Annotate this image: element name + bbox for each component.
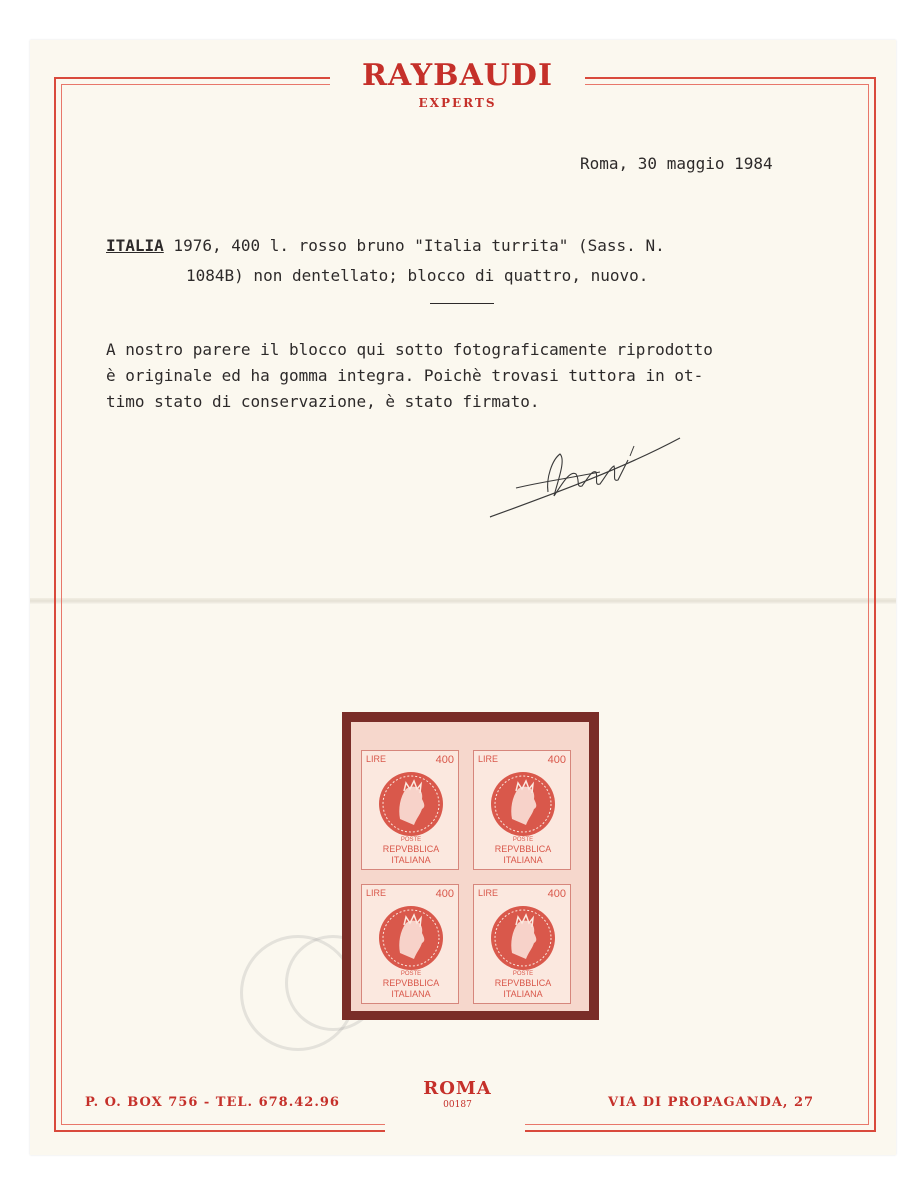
stamp — [473, 750, 571, 870]
stamp-poste: POSTE — [400, 837, 422, 843]
stamp — [473, 884, 571, 1004]
stamp-republic-line-2: ITALIANA — [391, 989, 431, 999]
stamp-lire-label: LIRE — [478, 888, 499, 898]
opinion-line-1: A nostro parere il blocco qui sotto fotograficamente riprodotto — [106, 340, 713, 359]
footer-address-right: VIA DI PROPAGANDA, 27 — [608, 1095, 815, 1110]
stamp-republic-line-1: REPVBBLICA — [382, 978, 440, 988]
footer-postcode: 00187 — [443, 1100, 472, 1110]
stamp-republic-line-2: ITALIANA — [503, 989, 543, 999]
stamp-value: 400 — [435, 888, 454, 900]
stamp-value: 400 — [547, 888, 566, 900]
stamp-lire-label: LIRE — [366, 888, 387, 898]
opinion-line-2: è originale ed ha gomma integra. Poichè trovasi tuttora in ot- — [106, 366, 704, 385]
description-line-2: 1084B) non dentellato; blocco di quattro, nuovo. — [186, 266, 649, 285]
stamp-portrait-icon — [376, 769, 446, 839]
company-subtitle: EXPERTS — [418, 96, 497, 110]
stamp-value: 400 — [435, 754, 454, 766]
description-line-1 — [106, 234, 665, 258]
stamp — [361, 884, 459, 1004]
country-name: ITALIA — [106, 236, 164, 255]
stamp-republic-line-2: ITALIANA — [503, 855, 543, 865]
stamp-republic-line-1: REPVBBLICA — [494, 978, 552, 988]
stamp-republic-line-1: REPVBBLICA — [494, 844, 552, 854]
stamp — [361, 750, 459, 870]
stamp-value: 400 — [547, 754, 566, 766]
stamp-portrait-icon — [488, 769, 558, 839]
stamp-republic-line-2: ITALIANA — [391, 855, 431, 865]
stamp-lire-label: LIRE — [478, 754, 499, 764]
stamp-poste: POSTE — [512, 971, 534, 977]
description-text-1: 1976, 400 l. rosso bruno "Italia turrita" (Sass. N. — [163, 236, 665, 255]
frame-gap-bottom — [385, 1115, 525, 1145]
footer-address-left: P. O. BOX 756 - TEL. 678.42.96 — [85, 1095, 340, 1110]
opinion-line-3: timo stato di conservazione, è stato firmato. — [106, 392, 540, 411]
date-line: Roma, 30 maggio 1984 — [580, 154, 773, 173]
stamp-republic-line-1: REPVBBLICA — [382, 844, 440, 854]
separator-rule — [430, 303, 494, 304]
footer-city: ROMA — [423, 1078, 492, 1099]
signature — [480, 430, 690, 525]
company-name: RAYBAUDI — [362, 58, 553, 93]
stamp-lire-label: LIRE — [366, 754, 387, 764]
stamp-portrait-icon — [488, 903, 558, 973]
stamp-poste: POSTE — [400, 971, 422, 977]
stamp-portrait-icon — [376, 903, 446, 973]
stamp-poste: POSTE — [512, 837, 534, 843]
